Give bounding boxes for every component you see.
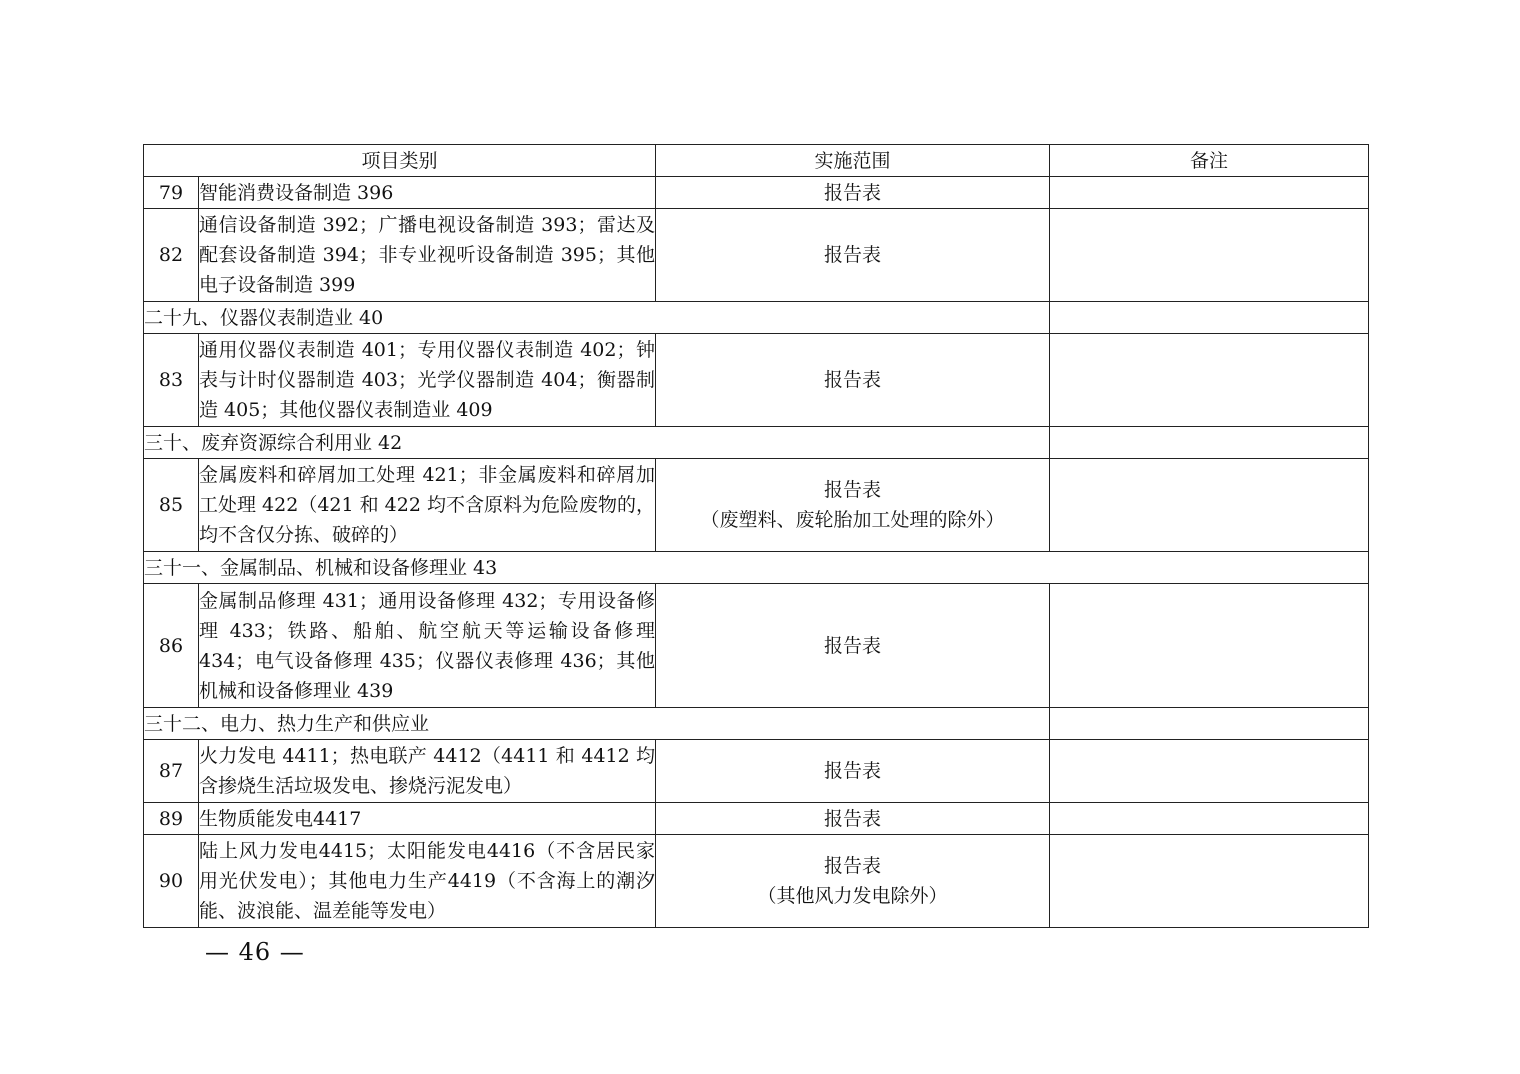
implementation-scope-cell — [656, 584, 1050, 708]
remarks-cell — [1050, 584, 1369, 708]
section-header-row — [144, 427, 1369, 459]
implementation-scope-cell — [656, 835, 1050, 928]
scope-label: 报告表 — [824, 634, 882, 657]
table-row — [144, 459, 1369, 552]
page-number: — 46 — — [205, 938, 305, 966]
scope-label: 报告表 — [824, 369, 882, 391]
table-row — [144, 334, 1369, 427]
header-implementation-scope: 实施范围 — [656, 145, 1050, 177]
implementation-scope-cell — [656, 177, 1050, 209]
project-category-cell: 通信设备制造 392；广播电视设备制造 393；雷达及配套设备制造 394；非专业视听设备制造 395；其他电子设备制造 399 — [199, 209, 656, 302]
section-header-row — [144, 552, 1369, 584]
section-note-cell — [1050, 427, 1369, 459]
remarks-cell — [1050, 803, 1369, 835]
row-number: 89 — [144, 803, 199, 835]
project-category-cell: 生物质能发电4417 — [199, 803, 656, 835]
implementation-scope-cell — [656, 334, 1050, 427]
implementation-scope-cell — [656, 209, 1050, 302]
implementation-scope-cell — [656, 740, 1050, 803]
section-title: 二十九、仪器仪表制造业 40 — [144, 302, 1050, 334]
table-row — [144, 835, 1369, 928]
row-number: 90 — [144, 835, 199, 928]
section-title: 三十一、金属制品、机械和设备修理业 43 — [144, 552, 1369, 584]
scope-label: 报告表 — [824, 760, 882, 782]
project-category-cell: 火力发电 4411；热电联产 4412（4411 和 4412 均含掺烧生活垃圾发电、掺烧污泥发电） — [199, 740, 656, 803]
row-number: 79 — [144, 177, 199, 209]
project-category-cell: 金属制品修理 431；通用设备修理 432；专用设备修理 433；铁路、船舶、航空航天等运输设备修理 434；电气设备修理 435；仪器仪表修理 436；其他机械和设备修理业 439 — [199, 584, 656, 708]
table-row — [144, 209, 1369, 302]
scope-exception-note: （废塑料、废轮胎加工处理的除外） — [700, 509, 1005, 531]
row-number: 82 — [144, 209, 199, 302]
remarks-cell — [1050, 835, 1369, 928]
section-title: 三十二、电力、热力生产和供应业 — [144, 708, 1050, 740]
scope-exception-note: （其他风力发电除外） — [757, 885, 948, 907]
remarks-cell — [1050, 334, 1369, 427]
project-category-table — [143, 144, 1369, 928]
scope-label: 报告表 — [824, 244, 882, 266]
section-header-row — [144, 708, 1369, 740]
header-project-category: 项目类别 — [144, 145, 656, 177]
implementation-scope-cell — [656, 459, 1050, 552]
section-title: 三十、废弃资源综合利用业 42 — [144, 427, 1050, 459]
remarks-cell — [1050, 459, 1369, 552]
row-number: 85 — [144, 459, 199, 552]
project-category-cell: 陆上风力发电4415；太阳能发电4416（不含居民家用光伏发电）；其他电力生产4419（不含海上的潮汐能、波浪能、温差能等发电） — [199, 835, 656, 928]
table-row — [144, 584, 1369, 708]
remarks-cell — [1050, 209, 1369, 302]
scope-label: 报告表 — [824, 181, 882, 204]
table-header-row — [144, 145, 1369, 177]
remarks-cell — [1050, 740, 1369, 803]
project-category-cell: 通用仪器仪表制造 401；专用仪器仪表制造 402；钟表与计时仪器制造 403；光学仪器制造 404；衡器制造 405；其他仪器仪表制造业 409 — [199, 334, 656, 427]
project-category-cell: 金属废料和碎屑加工处理 421；非金属废料和碎屑加工处理 422（421 和 422 均不含原料为危险废物的，均不含仅分拣、破碎的） — [199, 459, 656, 552]
table-row — [144, 740, 1369, 803]
header-remarks: 备注 — [1050, 145, 1369, 177]
row-number: 87 — [144, 740, 199, 803]
table-row — [144, 177, 1369, 209]
remarks-cell — [1050, 177, 1369, 209]
section-note-cell — [1050, 708, 1369, 740]
scope-label: 报告表 — [824, 479, 882, 501]
project-category-cell: 智能消费设备制造 396 — [199, 177, 656, 209]
row-number: 86 — [144, 584, 199, 708]
section-header-row — [144, 302, 1369, 334]
row-number: 83 — [144, 334, 199, 427]
section-note-cell — [1050, 302, 1369, 334]
scope-label: 报告表 — [824, 807, 882, 830]
table-body — [144, 177, 1369, 928]
table-row — [144, 803, 1369, 835]
scope-label: 报告表 — [824, 855, 882, 877]
implementation-scope-cell — [656, 803, 1050, 835]
